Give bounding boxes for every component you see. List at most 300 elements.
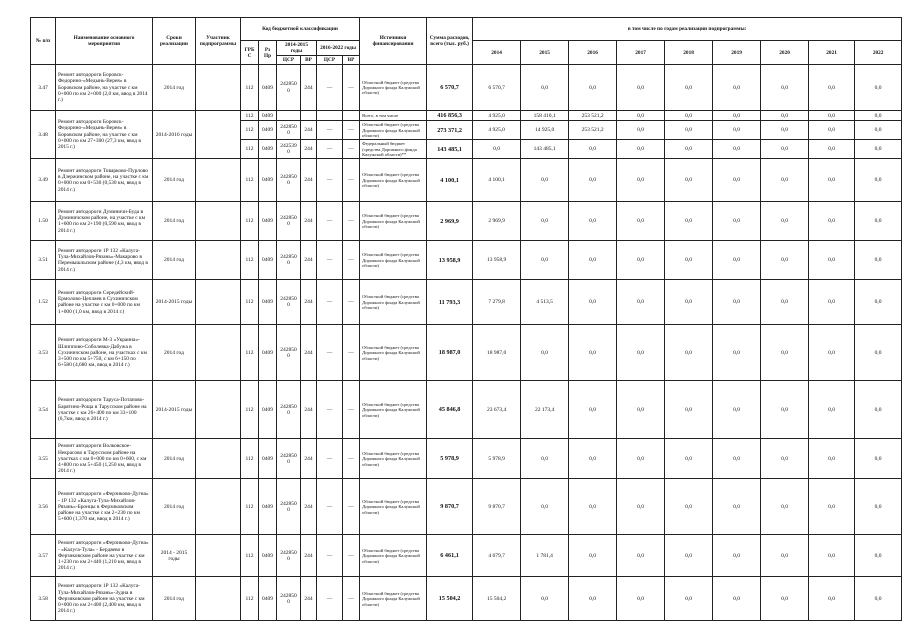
year-value-cell: 0,0: [665, 439, 713, 479]
rzpr-cell: 0409: [259, 439, 277, 479]
year-value-cell: 0,0: [665, 535, 713, 577]
row-number: 3.51: [31, 241, 56, 280]
year-value-cell: 0,0: [569, 381, 617, 439]
grbs-cell: 112: [241, 381, 259, 439]
year-value-cell: 0,0: [855, 241, 902, 280]
row-number: 3.53: [31, 325, 56, 381]
rzpr-cell: 0409: [259, 381, 277, 439]
year-value-cell: 0,0: [521, 241, 569, 280]
csr2-cell: —: [317, 577, 343, 621]
year-value-cell: 0,0: [569, 535, 617, 577]
vr-cell: 244: [301, 479, 317, 535]
year-value-cell: 0,0: [617, 65, 665, 111]
vr-cell: 244: [301, 325, 317, 381]
rzpr-cell: 0409: [259, 535, 277, 577]
year-value-cell: 0,0: [809, 535, 855, 577]
col-csr2-header: ЦСР: [317, 56, 343, 65]
year-value-cell: 0,0: [713, 479, 761, 535]
year-value-cell: 0,0: [713, 325, 761, 381]
year-value-cell: 0,0: [665, 140, 713, 159]
year-value-cell: 9 870,7: [473, 479, 521, 535]
source-cell: Областной бюджет (средства Дорожного фонда Калужской области): [360, 439, 427, 479]
measure-name: Ремонт автодороги Думиничи-Буда в Думиничском районе, на участке с км 1+600 по км 2+190 (0,590 км, ввод в 2014 г.): [56, 202, 153, 241]
csr-cell: 2428500: [277, 381, 301, 439]
sum-cell: 4 100,1: [427, 159, 473, 202]
csr-cell: 2428500: [277, 65, 301, 111]
row-number: 3.47: [31, 65, 56, 111]
vr2-cell: —: [343, 325, 360, 381]
vr-cell: 244: [301, 65, 317, 111]
table-body: [31, 65, 902, 621]
year-value-cell: 0,0: [617, 280, 665, 325]
year-value-cell: 0,0: [713, 159, 761, 202]
sum-cell: 13 958,9: [427, 241, 473, 280]
csr-cell: 2428500: [277, 159, 301, 202]
vr-cell: 244: [301, 121, 317, 140]
source-cell: Областной бюджет (средства Дорожного фонда Калужской области): [360, 479, 427, 535]
year-value-cell: 0,0: [855, 121, 902, 140]
grbs-cell: 112: [241, 439, 259, 479]
year-value-cell: 4 925,0: [473, 111, 521, 121]
csr2-cell: —: [317, 65, 343, 111]
year-value-cell: 0,0: [617, 381, 665, 439]
year-value-cell: 0,0: [617, 121, 665, 140]
csr-cell: 2428500: [277, 280, 301, 325]
year-value-cell: 0,0: [713, 381, 761, 439]
year-value-cell: 0,0: [855, 159, 902, 202]
csr2-cell: —: [317, 202, 343, 241]
sum-cell: 6 570,7: [427, 65, 473, 111]
col-2016-2022-header: 2016-2022 годы: [317, 41, 360, 56]
csr-cell: 2428500: [277, 535, 301, 577]
year-value-cell: 0,0: [617, 202, 665, 241]
year-value-cell: 0,0: [569, 202, 617, 241]
year-value-cell: 0,0: [665, 111, 713, 121]
year-value-cell: 0,0: [713, 439, 761, 479]
year-value-cell: 158 410,1: [521, 111, 569, 121]
year-value-cell: 14 925,0: [521, 121, 569, 140]
year-value-cell: 0,0: [761, 241, 809, 280]
year-value-cell: 0,0: [569, 140, 617, 159]
row-number: 3.48: [31, 111, 56, 159]
year-value-cell: 0,0: [809, 159, 855, 202]
grbs-cell: 112: [241, 479, 259, 535]
table-row: [31, 241, 902, 280]
year-header: 2022: [855, 41, 902, 65]
year-value-cell: 0,0: [761, 479, 809, 535]
sum-cell: 416 856,3: [427, 111, 473, 121]
vr2-cell: —: [343, 140, 360, 159]
year-value-cell: 253 521,2: [569, 111, 617, 121]
grbs-cell: 112: [241, 111, 259, 121]
table-row: [31, 65, 902, 111]
year-value-cell: 253 521,2: [569, 121, 617, 140]
year-value-cell: 0,0: [809, 202, 855, 241]
participant-cell: [196, 111, 241, 159]
csr2-cell: —: [317, 280, 343, 325]
year-value-cell: 0,0: [713, 241, 761, 280]
csr2-cell: —: [317, 479, 343, 535]
year-value-cell: 0,0: [761, 121, 809, 140]
table-row: [31, 280, 902, 325]
year-value-cell: 0,0: [855, 65, 902, 111]
year-value-cell: 13 958,9: [473, 241, 521, 280]
source-cell: Областной бюджет (средства Дорожного фонда Калужской области): [360, 241, 427, 280]
vr2-cell: [343, 111, 360, 121]
year-value-cell: 0,0: [521, 439, 569, 479]
year-value-cell: 0,0: [665, 65, 713, 111]
year-value-cell: 0,0: [521, 325, 569, 381]
participant-cell: [196, 65, 241, 111]
year-value-cell: 4 100,1: [473, 159, 521, 202]
budget-table: [30, 17, 902, 621]
measure-name: Ремонт автодороги Товарково-Пурлово в Дзержинском районе, на участке с км 0+000 по км 0+530 (0,530 км, ввод в 2014 г.): [56, 159, 153, 202]
grbs-cell: 112: [241, 535, 259, 577]
year-value-cell: 0,0: [569, 65, 617, 111]
year-value-cell: 0,0: [809, 111, 855, 121]
term-cell: 2014-2015 годы: [153, 381, 196, 439]
grbs-cell: 112: [241, 159, 259, 202]
vr2-cell: —: [343, 65, 360, 111]
csr-cell: 2428500: [277, 121, 301, 140]
year-header: 2020: [761, 41, 809, 65]
year-value-cell: 0,0: [761, 577, 809, 621]
year-value-cell: 0,0: [761, 65, 809, 111]
term-cell: 2014 год: [153, 159, 196, 202]
year-value-cell: 0,0: [809, 479, 855, 535]
sum-cell: 2 969,9: [427, 202, 473, 241]
csr2-cell: —: [317, 140, 343, 159]
year-value-cell: 23 673,4: [473, 381, 521, 439]
grbs-cell: 112: [241, 241, 259, 280]
vr2-cell: —: [343, 577, 360, 621]
year-value-cell: 4 679,7: [473, 535, 521, 577]
sum-cell: 11 793,3: [427, 280, 473, 325]
year-header: 2017: [617, 41, 665, 65]
year-value-cell: 15 504,2: [473, 577, 521, 621]
row-number: 3.49: [31, 159, 56, 202]
csr-cell: 2425390: [277, 140, 301, 159]
rzpr-cell: 0409: [259, 111, 277, 121]
table-row: [31, 325, 902, 381]
vr2-cell: —: [343, 439, 360, 479]
participant-cell: [196, 241, 241, 280]
year-value-cell: 0,0: [617, 439, 665, 479]
measure-name: Ремонт автодороги 1Р 132 «Калуга-Тула-Михайлов-Рязань»-Макарово в Перемышльском районе (4,3 км, ввод в 2014 г.): [56, 241, 153, 280]
row-number: 1.50: [31, 202, 56, 241]
grbs-cell: 112: [241, 325, 259, 381]
year-header: 2019: [713, 41, 761, 65]
year-value-cell: 0,0: [665, 479, 713, 535]
source-cell: Областной бюджет (средства Дорожного фонда Калужской области): [360, 325, 427, 381]
col-by-years-header: в том числе по годам реализации подпрограммы:: [473, 18, 902, 41]
col-vr-header: ВР: [301, 56, 317, 65]
vr2-cell: —: [343, 121, 360, 140]
grbs-cell: 112: [241, 202, 259, 241]
year-value-cell: 0,0: [569, 325, 617, 381]
vr-cell: 244: [301, 202, 317, 241]
source-cell: Областной бюджет (средства Дорожного фонда Калужской области): [360, 202, 427, 241]
participant-cell: [196, 202, 241, 241]
year-value-cell: 0,0: [761, 140, 809, 159]
year-value-cell: 0,0: [665, 159, 713, 202]
year-value-cell: 0,0: [617, 535, 665, 577]
participant-cell: [196, 479, 241, 535]
year-value-cell: 0,0: [855, 111, 902, 121]
csr2-cell: —: [317, 439, 343, 479]
year-value-cell: 0,0: [713, 140, 761, 159]
source-cell: Всего, в том числе: [360, 111, 427, 121]
source-cell: Областной бюджет (средства Дорожного фонда Калужской области): [360, 280, 427, 325]
year-value-cell: 0,0: [761, 325, 809, 381]
table-row: [31, 535, 902, 577]
year-value-cell: 6 570,7: [473, 65, 521, 111]
term-cell: 2014 год: [153, 577, 196, 621]
participant-cell: [196, 381, 241, 439]
col-2014-2015-header: 2014-2015 годы: [277, 41, 317, 56]
row-number: 3.55: [31, 439, 56, 479]
vr2-cell: —: [343, 280, 360, 325]
year-value-cell: 0,0: [855, 140, 902, 159]
year-value-cell: 0,0: [617, 159, 665, 202]
vr-cell: [301, 111, 317, 121]
year-value-cell: 0,0: [569, 241, 617, 280]
participant-cell: [196, 577, 241, 621]
year-value-cell: 0,0: [809, 280, 855, 325]
measure-name: Ремонт автодороги 1Р 132 «Калуга-Тула-Михайлов-Рязань»-Зудна в Ферзиковском районе на участке с км 0+000 по км 2+400 (2,400 км, ввод в 2014 г.): [56, 577, 153, 621]
vr-cell: 244: [301, 439, 317, 479]
term-cell: 2014 год: [153, 439, 196, 479]
vr2-cell: —: [343, 535, 360, 577]
source-cell: Областной бюджет (средства Дорожного фонда Калужской области): [360, 577, 427, 621]
rzpr-cell: 0409: [259, 140, 277, 159]
table-row: [31, 202, 902, 241]
year-header: 2015: [521, 41, 569, 65]
year-value-cell: 0,0: [665, 241, 713, 280]
participant-cell: [196, 439, 241, 479]
year-header: 2014: [473, 41, 521, 65]
year-value-cell: 0,0: [761, 439, 809, 479]
year-value-cell: 0,0: [809, 381, 855, 439]
vr-cell: 244: [301, 535, 317, 577]
year-value-cell: 0,0: [713, 577, 761, 621]
col-participant-header: Участник подпрограммы: [196, 18, 241, 65]
rzpr-cell: 0409: [259, 202, 277, 241]
row-number: 3.56: [31, 479, 56, 535]
grbs-cell: 112: [241, 140, 259, 159]
year-value-cell: 0,0: [521, 479, 569, 535]
year-value-cell: 0,0: [761, 381, 809, 439]
vr2-cell: —: [343, 381, 360, 439]
year-value-cell: 0,0: [855, 479, 902, 535]
year-value-cell: 0,0: [617, 479, 665, 535]
row-number: 3.57: [31, 535, 56, 577]
year-value-cell: 0,0: [521, 65, 569, 111]
term-cell: 2014 год: [153, 241, 196, 280]
measure-name: Ремонт автодороги Боровск-Федорино-«Медынь-Верея» в Боровском районе, на участке с км 0+000 по км 2+000 (2,0 км, ввод в 2014 г.): [56, 65, 153, 111]
csr2-cell: —: [317, 121, 343, 140]
source-cell: Областной бюджет (средства Дорожного фонда Калужской области): [360, 121, 427, 140]
csr2-cell: —: [317, 535, 343, 577]
term-cell: 2014-2016 годы: [153, 111, 196, 159]
csr2-cell: —: [317, 325, 343, 381]
grbs-cell: 112: [241, 65, 259, 111]
year-value-cell: 0,0: [665, 280, 713, 325]
year-value-cell: 0,0: [809, 121, 855, 140]
year-value-cell: 0,0: [713, 111, 761, 121]
year-value-cell: 143 485,1: [521, 140, 569, 159]
measure-name: Ремонт автодороги Таруса-Потапово-Барятино-Роща в Тарусском районе на участке с км 26+400 по км 33+100 (6,7км, ввод в 2014 г.): [56, 381, 153, 439]
source-cell: Областной бюджет (средства Дорожного фонда Калужской области): [360, 535, 427, 577]
year-value-cell: 0,0: [665, 577, 713, 621]
year-value-cell: 0,0: [617, 325, 665, 381]
year-value-cell: 0,0: [809, 241, 855, 280]
grbs-cell: 112: [241, 280, 259, 325]
year-value-cell: 0,0: [617, 140, 665, 159]
year-value-cell: 0,0: [855, 325, 902, 381]
csr-cell: 2428500: [277, 479, 301, 535]
table-header: [31, 18, 902, 65]
year-value-cell: 0,0: [713, 280, 761, 325]
year-value-cell: 0,0: [569, 280, 617, 325]
vr-cell: 244: [301, 381, 317, 439]
year-value-cell: 0,0: [665, 121, 713, 140]
year-value-cell: 0,0: [809, 577, 855, 621]
year-value-cell: 5 978,9: [473, 439, 521, 479]
year-value-cell: 0,0: [473, 140, 521, 159]
term-cell: 2014 год: [153, 325, 196, 381]
year-value-cell: 0,0: [713, 202, 761, 241]
source-cell: Областной бюджет (средства Дорожного фонда Калужской области): [360, 159, 427, 202]
col-grbs-header: ГРБС: [241, 41, 259, 65]
table-row: [31, 577, 902, 621]
year-value-cell: 0,0: [761, 202, 809, 241]
year-value-cell: 0,0: [761, 111, 809, 121]
year-value-cell: 22 173,4: [521, 381, 569, 439]
year-value-cell: 0,0: [521, 202, 569, 241]
participant-cell: [196, 535, 241, 577]
col-num-header: № п/п: [31, 18, 56, 65]
measure-name: Ремонт автодороги Середейский-Ермолово-Цепляев в Сухиничском районе на участке с км 0+000 по км 1+000 (1,0 км, ввод в 2014 г.): [56, 280, 153, 325]
year-value-cell: 0,0: [809, 325, 855, 381]
year-value-cell: 0,0: [713, 65, 761, 111]
year-value-cell: 2 969,9: [473, 202, 521, 241]
csr-cell: 2428500: [277, 325, 301, 381]
sum-cell: 273 371,2: [427, 121, 473, 140]
year-value-cell: 0,0: [855, 439, 902, 479]
year-value-cell: 4 925,0: [473, 121, 521, 140]
col-code-group-header: Код бюджетной классификации: [241, 18, 360, 41]
year-value-cell: 0,0: [569, 159, 617, 202]
vr2-cell: —: [343, 241, 360, 280]
vr2-cell: —: [343, 202, 360, 241]
col-rzpr-header: Рз Пр: [259, 41, 277, 65]
rzpr-cell: 0409: [259, 241, 277, 280]
rzpr-cell: 0409: [259, 479, 277, 535]
year-value-cell: 0,0: [569, 479, 617, 535]
year-value-cell: 0,0: [665, 381, 713, 439]
year-value-cell: 18 987,0: [473, 325, 521, 381]
term-cell: 2014 - 2015 годы: [153, 535, 196, 577]
csr2-cell: —: [317, 159, 343, 202]
table-row: [31, 439, 902, 479]
year-value-cell: 0,0: [809, 439, 855, 479]
term-cell: 2014 год: [153, 65, 196, 111]
source-cell: Областной бюджет (средства Дорожного фонда Калужской области): [360, 381, 427, 439]
participant-cell: [196, 159, 241, 202]
year-value-cell: 0,0: [761, 280, 809, 325]
measure-name: Ремонт автодороги Боровск-Федорино-«Медынь-Верея» в Боровском районе, на участке с км 0+000 по км 27+300 (27,3 км, ввод в 2015 г.): [56, 111, 153, 159]
csr-cell: 2428500: [277, 439, 301, 479]
table-row: [31, 111, 902, 121]
year-value-cell: 0,0: [855, 577, 902, 621]
vr2-cell: —: [343, 159, 360, 202]
measure-name: Ремонт автодороги «Ферзиково-Дугна» - «Калуга-Тула» - Бердяево в Ферзиковском районе на участке с км 1+230 по км 2+440 (1,210 км, ввод в 2014 г.): [56, 535, 153, 577]
csr2-cell: —: [317, 241, 343, 280]
col-term-header: Сроки реализации: [153, 18, 196, 65]
source-cell: Федеральный бюджет (средства Дорожного фонда Калужской области)**: [360, 140, 427, 159]
year-value-cell: 4 513,5: [521, 280, 569, 325]
csr2-cell: —: [317, 381, 343, 439]
year-value-cell: 0,0: [521, 577, 569, 621]
year-value-cell: 0,0: [665, 325, 713, 381]
participant-cell: [196, 325, 241, 381]
rzpr-cell: 0409: [259, 159, 277, 202]
term-cell: 2014-2015 годы: [153, 280, 196, 325]
csr2-cell: [317, 111, 343, 121]
year-value-cell: 0,0: [809, 140, 855, 159]
term-cell: 2014 год: [153, 479, 196, 535]
rzpr-cell: 0409: [259, 280, 277, 325]
source-cell: Областной бюджет (средства Дорожного фонда Калужской области): [360, 65, 427, 111]
year-header: 2016: [569, 41, 617, 65]
sum-cell: 9 870,7: [427, 479, 473, 535]
col-csr-header: ЦСР: [277, 56, 301, 65]
year-value-cell: 0,0: [617, 111, 665, 121]
participant-cell: [196, 280, 241, 325]
col-name-header: Наименование основного мероприятия: [56, 18, 153, 65]
year-value-cell: 0,0: [855, 535, 902, 577]
year-value-cell: 0,0: [855, 202, 902, 241]
year-value-cell: 0,0: [617, 241, 665, 280]
sum-cell: 15 504,2: [427, 577, 473, 621]
year-value-cell: 1 781,4: [521, 535, 569, 577]
vr-cell: 244: [301, 140, 317, 159]
rzpr-cell: 0409: [259, 65, 277, 111]
sum-cell: 6 461,1: [427, 535, 473, 577]
year-header: 2021: [809, 41, 855, 65]
year-value-cell: 0,0: [569, 577, 617, 621]
year-value-cell: 0,0: [713, 121, 761, 140]
measure-name: Ремонт автодороги «Ферзиково-Дугна» - 1Р 132 «Калуга-Тула-Михайлов-Рязань»-Бронцы в Ферзиковском районе на участке с км 2+230 по км 5+600 (1,370 км, ввод в 2014 г.): [56, 479, 153, 535]
grbs-cell: 112: [241, 121, 259, 140]
rzpr-cell: 0409: [259, 325, 277, 381]
csr-cell: 2428500: [277, 202, 301, 241]
vr2-cell: —: [343, 479, 360, 535]
vr-cell: 244: [301, 577, 317, 621]
col-vr2-header: ВР: [343, 56, 360, 65]
year-value-cell: 0,0: [855, 280, 902, 325]
sum-cell: 18 987,0: [427, 325, 473, 381]
year-header: 2018: [665, 41, 713, 65]
csr-cell: 2428500: [277, 577, 301, 621]
table-row: [31, 479, 902, 535]
csr-cell: 2428500: [277, 241, 301, 280]
sum-cell: 5 978,9: [427, 439, 473, 479]
col-source-header: Источники финансирования: [360, 18, 427, 65]
term-cell: 2014 год: [153, 202, 196, 241]
year-value-cell: 0,0: [713, 535, 761, 577]
